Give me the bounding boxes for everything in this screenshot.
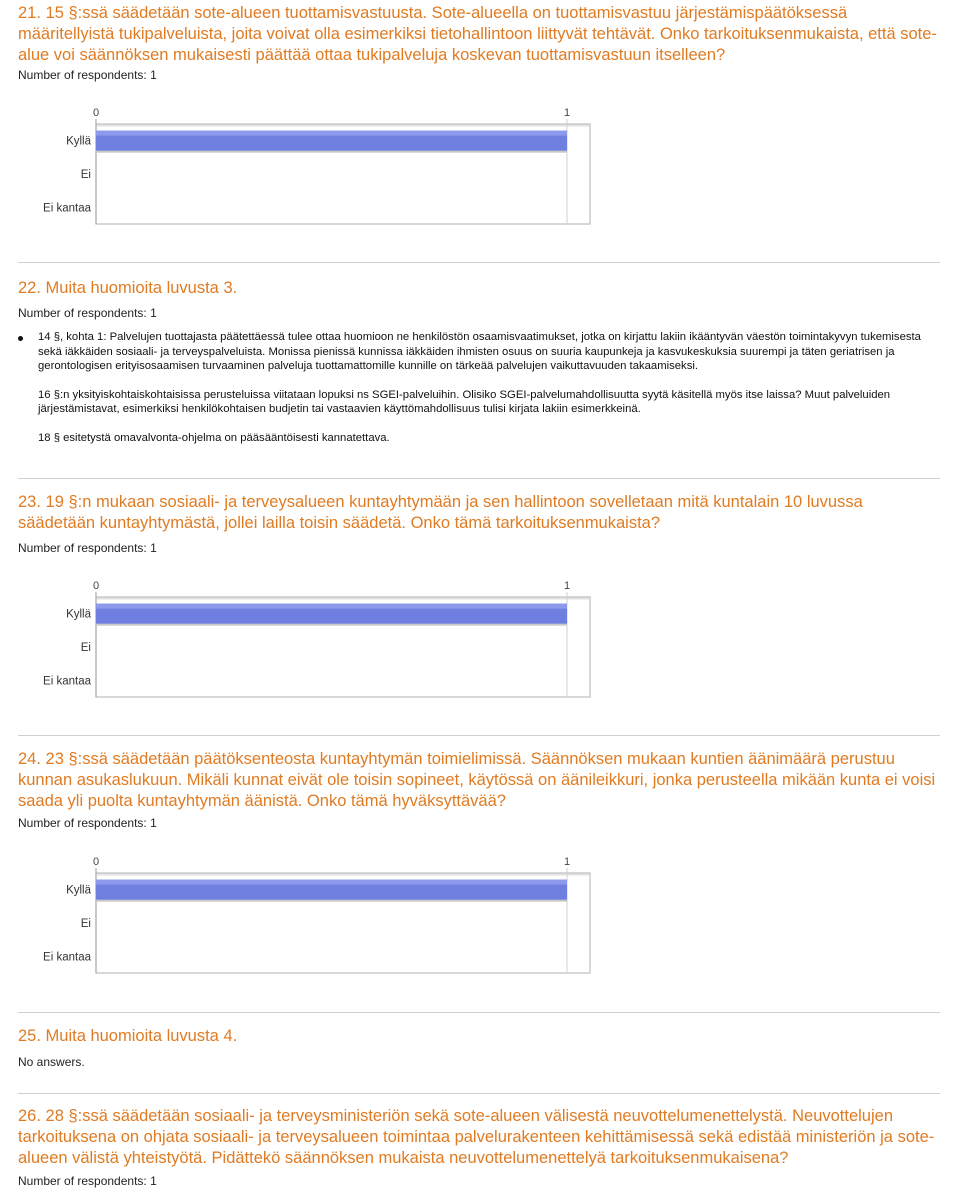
question-21-chart bbox=[38, 104, 598, 228]
category-label: Ei kantaa bbox=[43, 202, 91, 215]
bar-chart bbox=[38, 853, 598, 977]
question-21-respondents: Number of respondents: 1 bbox=[18, 68, 157, 82]
answer-item bbox=[18, 330, 938, 374]
x-tick-label: 0 bbox=[92, 107, 100, 119]
answer-text: 18 § esitetystä omavalvonta-ohjelma on pääsääntöisesti kannatettava. bbox=[38, 431, 390, 444]
section-divider bbox=[18, 735, 940, 736]
question-24-chart bbox=[38, 853, 598, 977]
answer-item bbox=[18, 388, 938, 417]
section-divider bbox=[18, 1012, 940, 1013]
question-25-title: 25. Muita huomioita luvusta 4. bbox=[18, 1027, 238, 1045]
answer-item bbox=[18, 431, 938, 446]
category-label: Ei bbox=[80, 918, 91, 930]
bar-highlight bbox=[96, 880, 567, 885]
question-24-title: 24. 23 §:ssä säädetään päätöksenteosta kuntayhtymän toimielimissä. Säännöksen mukaan kuntien äänimäärä perustuu kunnan asukaslukuun. Mikäli kunnat eivät ole toisin sopineet, käytössä on äänileikkuri, jonka perusteella mikään kunta ei voisi saada yli puolta kuntayhtymän äänistä. Onko tämä hyväksyttävää? bbox=[18, 750, 936, 810]
question-22-title: 22. Muita huomioita luvusta 3. bbox=[18, 279, 238, 297]
category-label: Kyllä bbox=[66, 135, 91, 148]
question-21-title: 21. 15 §:ssä säädetään sote-alueen tuottamisvastuusta. Sote-alueella on tuottamisvastuu järjestämispäätöksessä määritellyistä tukipalveluista, joita voivat olla esimerkiksi tietohallintoon liittyvät tehtävät. Onko tarkoituksenmukaista, että sote-alue voi säännöksen mukaisesti päättää ottaa tukipalveluja koskevan tuottamisvastuun itselleen? bbox=[18, 4, 937, 64]
x-tick-label: 0 bbox=[92, 856, 100, 868]
x-tick-label: 0 bbox=[92, 580, 100, 592]
question-26-respondents: Number of respondents: 1 bbox=[18, 1174, 157, 1188]
question-22-answers bbox=[18, 330, 938, 460]
category-label: Kyllä bbox=[66, 608, 91, 621]
category-label: Kyllä bbox=[66, 884, 91, 897]
answer-text: 14 §, kohta 1: Palvelujen tuottajasta päätettäessä tulee ottaa huomioon ne henkilöstön osaamisvaatimukset, jotka on kirjattu lakiin ikääntyvän väestön toimintakyvyn tukemisesta sekä iäkkäiden sosiaali- ja terveyspalveluista. Monissa pienissä kunnissa iäkkäiden ihmisten osuus on suuria kaupunkeja ja kasvukeskuksia suurempi ja täten geriatrisen ja gerontologisen erityisosaamisen turvaaminen palveluja tuottamattomille kunnille on tärkeää palvelujen vaikuttavuuden takaamiseksi. bbox=[38, 331, 921, 373]
section-divider bbox=[18, 478, 940, 479]
question-24-respondents: Number of respondents: 1 bbox=[18, 816, 157, 830]
category-label: Ei kantaa bbox=[43, 951, 91, 964]
x-tick-label: 1 bbox=[563, 580, 571, 592]
question-23-respondents: Number of respondents: 1 bbox=[18, 541, 157, 555]
x-tick-label: 1 bbox=[563, 107, 571, 119]
category-label: Ei bbox=[80, 169, 91, 181]
question-23-chart bbox=[38, 577, 598, 701]
bar-highlight bbox=[96, 131, 567, 136]
category-label: Ei kantaa bbox=[43, 675, 91, 688]
bar-highlight bbox=[96, 604, 567, 609]
section-divider bbox=[18, 1093, 940, 1094]
category-label: Ei bbox=[80, 642, 91, 654]
bar-chart bbox=[38, 577, 598, 701]
section-divider bbox=[18, 262, 940, 263]
answer-text: 16 §:n yksityiskohtaiskohtaisissa perusteluissa viitataan lopuksi ns SGEI-palveluihin. Olisiko SGEI-palvelumahdollisuutta syytä käsitellä myös itse laissa? Muut palveluiden järjestämistavat, esimerkiksi henkilökohtaisen budjetin tai vastaavien käyttömahdollisuus tulisi kirjata lakiin esimerkkeinä. bbox=[38, 388, 891, 416]
x-tick-label: 1 bbox=[563, 856, 571, 868]
question-25-no-answers: No answers. bbox=[18, 1055, 85, 1069]
question-26-title: 26. 28 §:ssä säädetään sosiaali- ja terveysministeriön sekä sote-alueen välisestä neuvottelumenettelystä. Neuvottelujen tarkoituksena on ohjata sosiaali- ja terveysalueen toimintaa palvelurakenteen kehittämisessä sekä edistää ministeriön ja sote-alueen välistä yhteistyötä. Pidättekö säännöksen mukaista neuvottelumenettelyä tarkoituksenmukaisena? bbox=[18, 1107, 935, 1167]
question-23-title: 23. 19 §:n mukaan sosiaali- ja terveysalueen kuntayhtymään ja sen hallintoon sovelletaan mitä kuntalain 10 luvussa säädetään kuntayhtymästä, jollei lailla toisin säädetä. Onko tämä tarkoituksenmukaista? bbox=[18, 493, 863, 532]
bullet-icon bbox=[18, 336, 23, 341]
bar-chart bbox=[38, 104, 598, 228]
question-22-respondents: Number of respondents: 1 bbox=[18, 306, 157, 320]
